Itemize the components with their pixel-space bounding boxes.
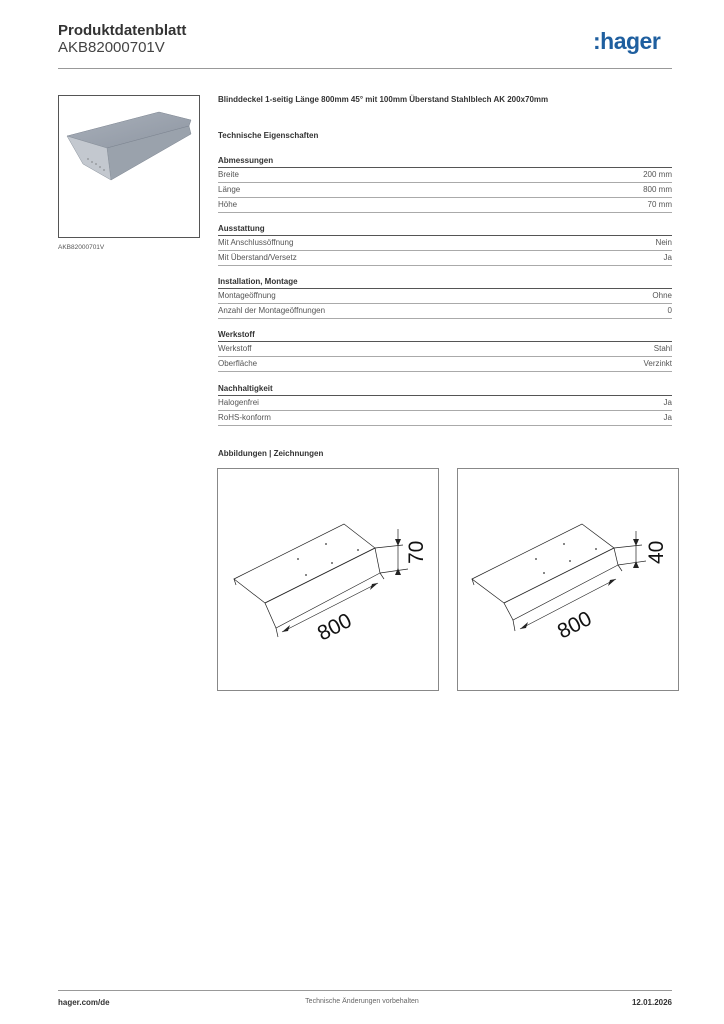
group-title: Nachhaltigkeit — [218, 383, 672, 396]
property-value: Nein — [655, 238, 672, 247]
property-value: 800 mm — [643, 185, 672, 194]
logo-text: hager — [600, 28, 661, 54]
property-row — [218, 198, 672, 213]
product-description-block — [218, 95, 672, 105]
drawings-heading: Abbildungen | Zeichnungen — [218, 449, 324, 458]
product-image — [58, 95, 200, 238]
property-value: 200 mm — [643, 170, 672, 179]
article-number: AKB82000701V — [58, 39, 165, 56]
property-label: RoHS-konform — [218, 413, 271, 422]
property-row — [218, 289, 672, 304]
technical-drawing-2 — [457, 468, 679, 691]
property-row — [218, 304, 672, 319]
property-value: Ohne — [652, 291, 672, 300]
property-row — [218, 168, 672, 183]
property-value: 70 mm — [647, 200, 672, 209]
property-row — [218, 396, 672, 411]
property-row — [218, 357, 672, 372]
property-row — [218, 251, 672, 266]
group-equipment — [218, 223, 672, 266]
property-value: 0 — [667, 306, 672, 315]
drawing-height-label: 70 — [405, 540, 428, 564]
group-title: Installation, Montage — [218, 276, 672, 289]
property-label: Höhe — [218, 200, 238, 209]
footer-website: hager.com/de — [58, 998, 110, 1007]
drawing-height-label: 40 — [645, 540, 668, 564]
property-label: Breite — [218, 170, 239, 179]
group-title: Werkstoff — [218, 329, 672, 342]
property-row — [218, 236, 672, 251]
product-description: Blinddeckel 1-seitig Länge 800mm 45° mit 100mm Überstand Stahlblech AK 200x70mm — [218, 95, 549, 104]
property-label: Mit Anschlussöffnung — [218, 238, 294, 247]
group-title: Abmessungen — [218, 155, 672, 168]
property-row — [218, 183, 672, 198]
property-row — [218, 342, 672, 357]
footer-divider — [58, 990, 672, 991]
property-label: Montageöffnung — [218, 291, 276, 300]
group-material — [218, 329, 672, 372]
drawing-length-label: 800 — [313, 609, 356, 646]
page-title: Produktdatenblatt — [58, 22, 187, 39]
property-value: Ja — [663, 398, 672, 407]
tech-properties-heading: Technische Eigenschaften — [218, 131, 319, 140]
property-label: Halogenfrei — [218, 398, 259, 407]
property-label: Werkstoff — [218, 344, 252, 353]
image-caption: AKB82000701V — [58, 244, 105, 251]
property-value: Verzinkt — [643, 359, 672, 368]
property-value: Ja — [663, 253, 672, 262]
header-divider — [58, 68, 672, 69]
property-label: Mit Überstand/Versetz — [218, 253, 297, 262]
property-label: Anzahl der Montageöffnungen — [218, 306, 326, 315]
footer-date: 12.01.2026 — [631, 998, 672, 1007]
property-label: Länge — [218, 185, 241, 194]
property-value: Stahl — [653, 344, 672, 353]
hager-logo: :hager — [593, 28, 661, 54]
property-row — [218, 411, 672, 426]
product-image-drawing — [59, 96, 199, 237]
property-label: Oberfläche — [218, 359, 258, 368]
group-sustainability — [218, 383, 672, 426]
footer-notice: Technische Änderungen vorbehalten — [305, 998, 419, 1005]
drawing-length-label: 800 — [553, 607, 596, 644]
group-title: Ausstattung — [218, 223, 672, 236]
group-dimensions — [218, 155, 672, 213]
technical-drawing-1 — [217, 468, 439, 691]
property-value: Ja — [663, 413, 672, 422]
group-installation — [218, 276, 672, 319]
drawing-svg — [218, 469, 438, 690]
drawing-svg — [458, 469, 678, 690]
